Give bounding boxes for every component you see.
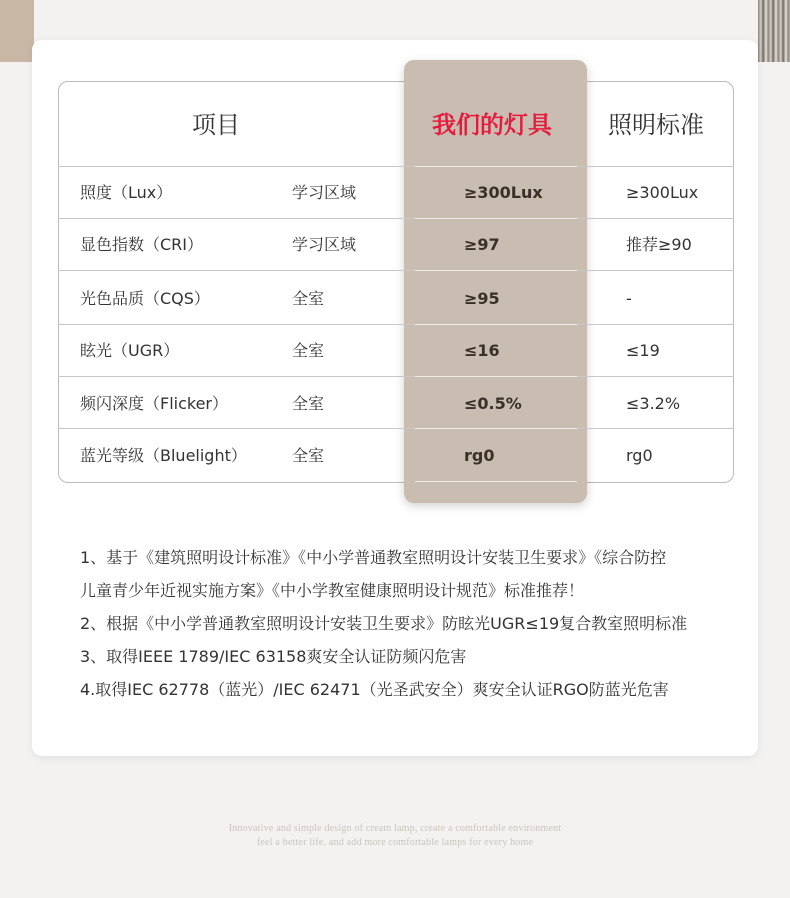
note-line: 2、根据《中小学普通教室照明设计安装卫生要求》防眩光UGR≤19复合教室照明标准	[80, 614, 688, 633]
header-standard: 照明标准	[608, 111, 704, 139]
decor-texture-right	[758, 0, 790, 62]
row-divider-highlight	[415, 324, 577, 325]
row-divider-highlight	[415, 376, 577, 377]
row-our-value: ≥300Lux	[464, 183, 543, 202]
standards-notes	[80, 541, 687, 706]
row-item: 光色品质（CQS）	[80, 289, 210, 308]
row-area: 学习区域	[292, 183, 357, 202]
comparison-table	[58, 81, 734, 483]
row-divider-highlight	[415, 218, 577, 219]
row-divider	[58, 270, 734, 271]
row-our-value: ≤16	[464, 341, 500, 360]
row-our-value: rg0	[464, 446, 495, 465]
row-area: 全室	[292, 341, 325, 360]
row-our-value: ≥97	[464, 235, 500, 254]
row-divider	[58, 324, 734, 325]
row-item: 照度（Lux）	[80, 183, 173, 202]
row-divider-highlight	[415, 166, 577, 167]
row-standard-value: rg0	[626, 446, 653, 465]
row-divider	[58, 376, 734, 377]
row-standard-value: ≥300Lux	[626, 183, 699, 202]
row-item: 眩光（UGR）	[80, 341, 180, 360]
row-item: 显色指数（CRI）	[80, 235, 204, 254]
row-area: 全室	[292, 394, 325, 413]
row-standard-value: ≤3.2%	[626, 394, 681, 413]
row-divider	[58, 428, 734, 429]
row-item: 频闪深度（Flicker）	[80, 394, 229, 413]
row-divider-highlight	[415, 428, 577, 429]
row-divider	[58, 166, 734, 167]
footer-tagline-2: feel a better life, and add more comfortable lamps for every home	[256, 837, 534, 848]
decor-block-left	[0, 0, 34, 62]
header-item: 项目	[192, 111, 240, 139]
row-standard-value: 推荐≥90	[626, 235, 692, 254]
footer-tagline-1: Innovative and simple design of cream lamp, create a comfortable environment	[228, 823, 562, 834]
note-line: 1、基于《建筑照明设计标准》《中小学普通教室照明设计安装卫生要求》《综合防控	[80, 548, 667, 567]
row-our-value: ≤0.5%	[464, 394, 522, 413]
row-divider-highlight	[415, 270, 577, 271]
note-line: 4.取得IEC 62778（蓝光）/IEC 62471（光圣武安全）爽安全认证RGO防蓝光危害	[80, 680, 669, 699]
row-standard-value: ≤19	[626, 341, 660, 360]
note-line: 儿童青少年近视实施方案》《中小学教室健康照明设计规范》标准推荐！	[80, 581, 585, 600]
row-standard-value: -	[626, 289, 632, 308]
row-area: 学习区域	[292, 235, 357, 254]
row-area: 全室	[292, 446, 325, 465]
note-line: 3、取得IEEE 1789/IEC 63158爽安全认证防频闪危害	[80, 647, 467, 666]
row-divider	[58, 218, 734, 219]
row-divider-highlight	[415, 481, 577, 482]
header-our-product: 我们的灯具	[432, 111, 552, 139]
row-our-value: ≥95	[464, 289, 500, 308]
row-area: 全室	[292, 289, 325, 308]
row-item: 蓝光等级（Bluelight）	[80, 446, 247, 465]
